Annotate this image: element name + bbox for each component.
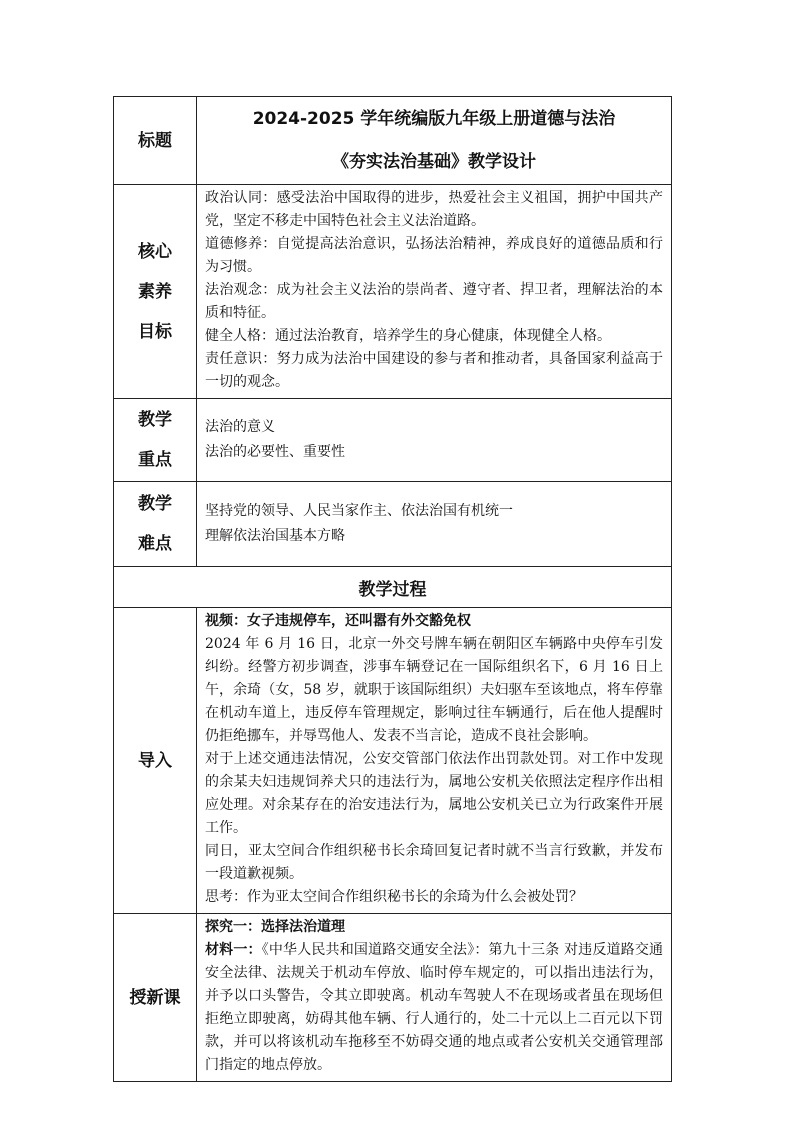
core-content [197,185,672,399]
key-points-label [114,399,197,482]
title-row [114,97,672,185]
difficulties-label [114,482,197,567]
lesson-plan-page [113,96,672,1082]
core-label-line: 素养 [138,281,172,302]
key-points-label-line: 教学 [138,410,172,430]
title-label: 标题 [114,97,197,185]
core-label-line: 核心 [138,241,172,262]
intro-content [197,608,672,914]
key-points-content [197,399,672,482]
document-title-line2: 《夯实法治基础》教学设计 [332,151,536,172]
intro-label: 导入 [114,608,197,914]
explore-title: 探究一：选择法治道理 [205,919,345,935]
core-row [114,185,672,399]
difficulties-label-line: 难点 [138,534,172,554]
key-point: 法治的意义 [205,419,275,435]
material-paragraph [205,939,663,1077]
process-heading-row [114,567,672,608]
material-text: 《中华人民共和国道路交通安全法》：第九十三条 对违反道路交通安全法律、法规关于机动车停放、临时停车规定的，可以指出违法行为，并予以口头警告，令其立即驶离。机动车驾驶人不在现场或者虽在现场但拒绝立即驶离，妨碍其他车辆、行人通行的，处二十元以上二百元以下罚款，并可以将该机动车拖移至不妨碍交通的地点或者公安机关交通管理部门指定的地点停放。 [205,942,664,1073]
core-goal: 道德修养：自觉提高法治意识，弘扬法治精神，养成良好的道德品质和行为习惯。 [205,236,663,275]
new-lesson-row [114,914,672,1082]
difficulties-row [114,482,672,567]
new-lesson-content [197,914,672,1082]
difficulty: 坚持党的领导、人民当家作主、依法治国有机统一 [205,503,513,519]
core-label [114,185,197,399]
intro-paragraph: 对于上述交通违法情况，公安交管部门依法作出罚款处罚。对工作中发现的余某夫妇违规饲养犬只的违法行为，属地公安机关依照法定程序作出相应处理。对余某存在的治安违法行为，属地公安机关已立为行政案件开展工作。 [205,751,663,836]
video-title: 视频：女子违规停车，还叫嚣有外交豁免权 [205,613,471,629]
document-title-line1: 2024-2025 学年统编版九年级上册道德与法治 [252,108,616,129]
key-point: 法治的必要性、重要性 [205,444,345,460]
intro-paragraph: 2024 年 6 月 16 日，北京一外交号牌车辆在朝阳区车辆路中央停车引发纠纷。经警方初步调查，涉事车辆登记在一国际组织名下，6 月 16 日上午，余琦（女，58 岁，就职于该国际组织）夫妇驱车至该地点，将车停靠在机动车道上，违反停车管理规定，影响过往车辆通行，后在他人提醒时仍拒绝挪车，并辱骂他人、发表不当言论，造成不良社会影响。 [205,636,663,744]
intro-row [114,608,672,914]
difficulties-label-line: 教学 [138,494,172,514]
key-points-row [114,399,672,482]
core-goal: 健全人格：通过法治教育，培养学生的身心健康，体现健全人格。 [205,328,611,344]
key-points-label-line: 重点 [138,450,172,470]
lesson-plan-table [113,96,672,1082]
core-goal: 法治观念：成为社会主义法治的崇尚者、遵守者、捍卫者，理解法治的本质和特征。 [205,282,663,321]
core-label-line: 目标 [138,321,172,342]
title-cell [197,97,672,185]
difficulty: 理解依法治国基本方略 [205,528,345,544]
new-lesson-label: 授新课 [114,914,197,1082]
process-heading: 教学过程 [114,567,672,608]
intro-question: 思考：作为亚太空间合作组织秘书长的余琦为什么会被处罚？ [205,889,583,905]
difficulties-content [197,482,672,567]
core-goal: 责任意识：努力成为法治中国建设的参与者和推动者，具备国家利益高于一切的观念。 [205,351,663,390]
core-goal: 政治认同：感受法治中国取得的进步，热爱社会主义祖国，拥护中国共产党，坚定不移走中国特色社会主义法治道路。 [205,190,663,229]
material-label: 材料一： [205,942,262,958]
intro-paragraph: 同日，亚太空间合作组织秘书长余琦回复记者时就不当言行致歉，并发布一段道歉视频。 [205,843,663,882]
